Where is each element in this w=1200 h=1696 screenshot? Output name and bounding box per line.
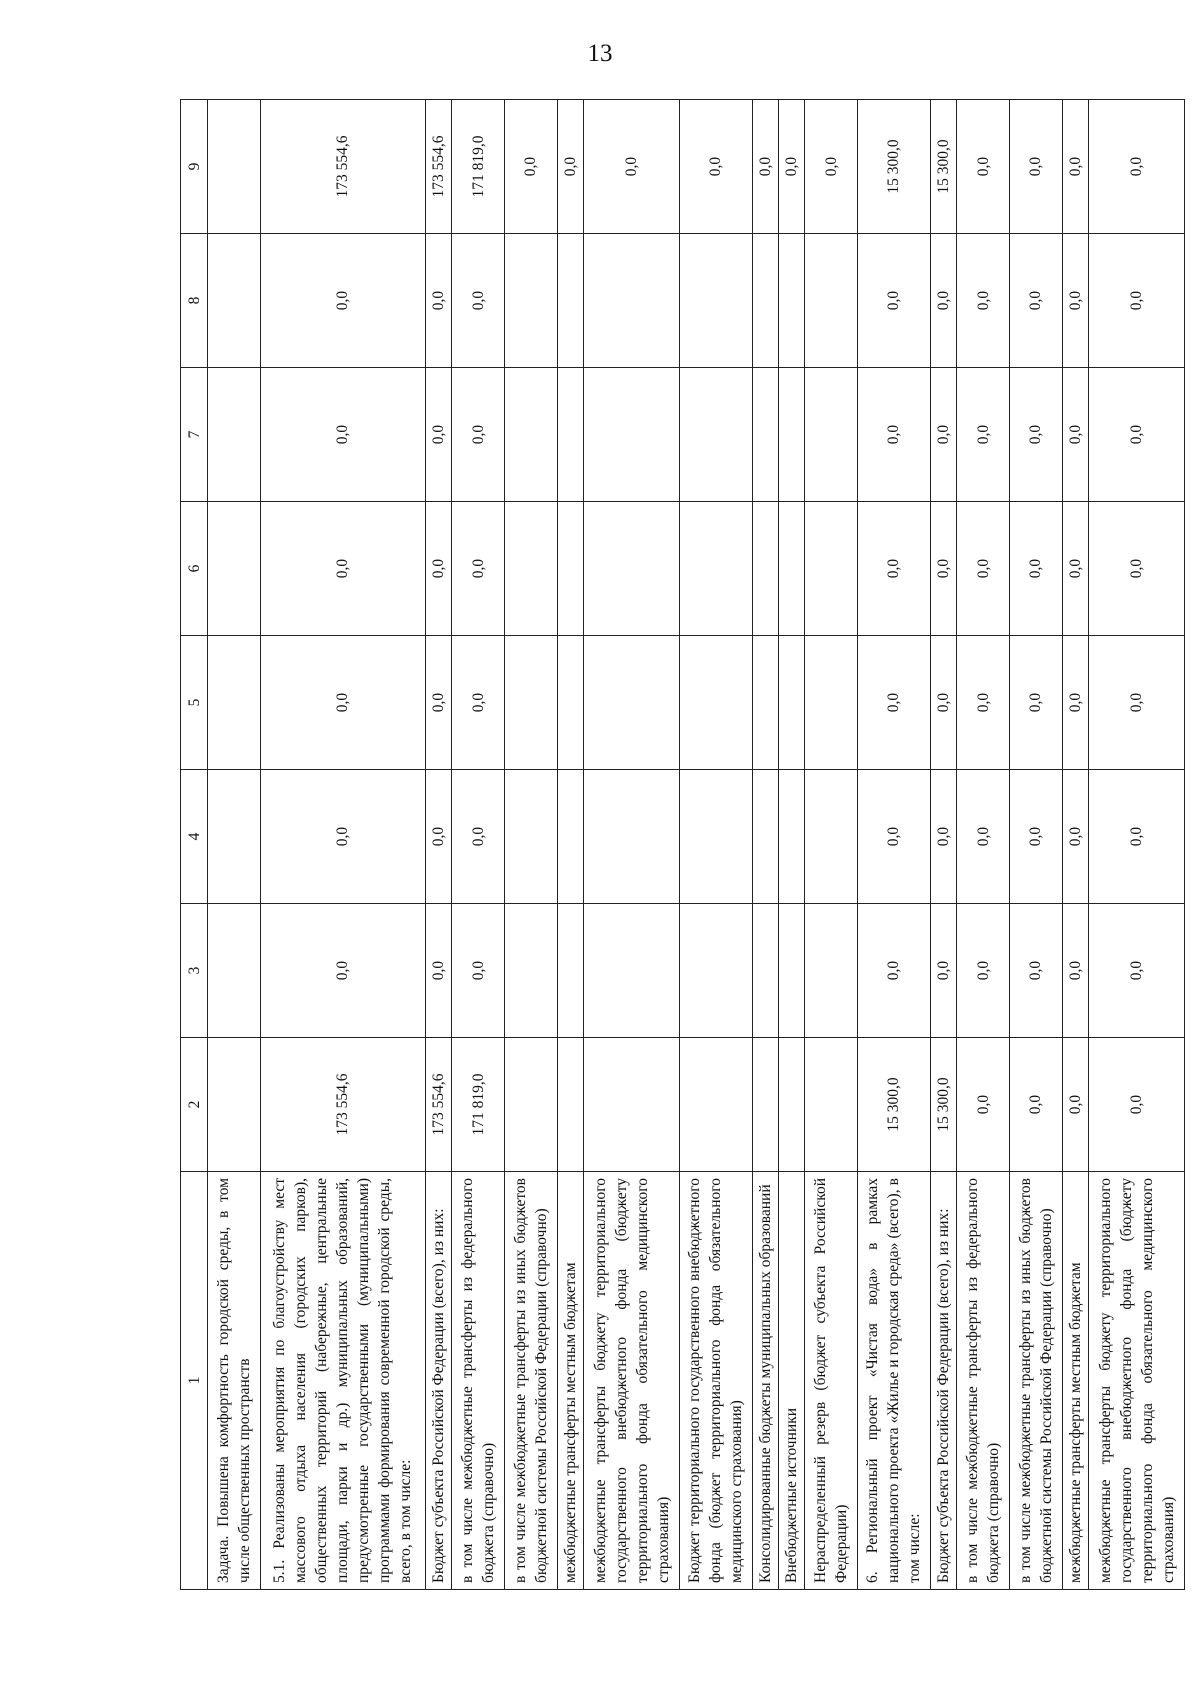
row-label: 5.1. Реализованы мероприятия по благоустройству мест массового отдыха населения (городских парков), общественных территорий (набережные, центральные площади, парки и др.) муниципальных образований, предусмотренные государственными (муниципальными) программами формирования современной городской среды, всего, в том числе: <box>260 1172 425 1590</box>
value-cell <box>778 904 804 1038</box>
value-cell <box>752 234 778 368</box>
table-row <box>260 100 425 1590</box>
column-header: 5 <box>181 636 208 770</box>
value-cell <box>557 904 583 1038</box>
row-label: Бюджет территориального государственного внебюджетного фонда (бюджет территориального фонда обязательного медицинского страхования) <box>679 1172 752 1590</box>
value-cell <box>505 636 558 770</box>
table-row <box>957 100 1010 1590</box>
value-cell <box>778 234 804 368</box>
table-row <box>452 100 505 1590</box>
value-cell <box>557 368 583 502</box>
value-cell <box>505 234 558 368</box>
table-row <box>557 100 583 1590</box>
value-cell: 0,0 <box>1009 100 1062 234</box>
value-cell <box>679 770 752 904</box>
value-cell: 0,0 <box>260 234 425 368</box>
value-cell <box>805 368 858 502</box>
value-cell <box>505 502 558 636</box>
value-cell <box>679 368 752 502</box>
value-cell: 0,0 <box>1062 904 1088 1038</box>
budget-table <box>180 99 1185 1590</box>
table-row <box>930 100 956 1590</box>
value-cell: 15 300,0 <box>858 1038 931 1172</box>
column-header: 6 <box>181 502 208 636</box>
column-header: 2 <box>181 1038 208 1172</box>
value-cell <box>505 770 558 904</box>
value-cell: 0,0 <box>957 904 1010 1038</box>
value-cell: 15 300,0 <box>930 1038 956 1172</box>
value-cell: 0,0 <box>425 234 451 368</box>
row-label: межбюджетные трансферты местным бюджетам <box>557 1172 583 1590</box>
value-cell: 0,0 <box>805 100 858 234</box>
value-cell <box>679 904 752 1038</box>
value-cell: 0,0 <box>1062 502 1088 636</box>
value-cell: 0,0 <box>452 234 505 368</box>
table-row <box>208 100 261 1590</box>
row-label: Бюджет субъекта Российской Федерации (всего), из них: <box>930 1172 956 1590</box>
value-cell <box>805 1038 858 1172</box>
value-cell: 0,0 <box>1062 770 1088 904</box>
value-cell: 0,0 <box>957 1038 1010 1172</box>
value-cell: 0,0 <box>1009 502 1062 636</box>
table-row <box>1062 100 1088 1590</box>
value-cell: 0,0 <box>930 368 956 502</box>
value-cell: 0,0 <box>1089 100 1185 234</box>
value-cell: 0,0 <box>930 904 956 1038</box>
table-row <box>1089 100 1185 1590</box>
value-cell <box>505 904 558 1038</box>
value-cell: 0,0 <box>1009 1038 1062 1172</box>
table-row <box>425 100 451 1590</box>
value-cell <box>778 502 804 636</box>
table-row <box>584 100 680 1590</box>
value-cell: 0,0 <box>858 234 931 368</box>
value-cell <box>584 1038 680 1172</box>
row-label: в том числе межбюджетные трансферты из иных бюджетов бюджетной системы Российской Федерации (справочно) <box>1009 1172 1062 1590</box>
value-cell <box>557 502 583 636</box>
value-cell <box>557 636 583 770</box>
value-cell: 0,0 <box>260 904 425 1038</box>
value-cell: 0,0 <box>858 904 931 1038</box>
value-cell <box>778 770 804 904</box>
value-cell: 0,0 <box>1009 770 1062 904</box>
value-cell: 0,0 <box>557 100 583 234</box>
value-cell: 0,0 <box>1089 234 1185 368</box>
row-label: в том числе межбюджетные трансферты из федерального бюджета (справочно) <box>957 1172 1010 1590</box>
value-cell <box>679 234 752 368</box>
value-cell: 0,0 <box>1009 904 1062 1038</box>
rotated-table-container <box>180 100 1185 1590</box>
value-cell <box>584 502 680 636</box>
table-body <box>208 100 1185 1590</box>
value-cell: 173 554,6 <box>425 1038 451 1172</box>
value-cell <box>208 636 261 770</box>
row-label: межбюджетные трансферты бюджету территориального государственного внебюджетного фонда (бюджету территориального фонда обязательного медицинского страхования) <box>584 1172 680 1590</box>
value-cell: 171 819,0 <box>452 100 505 234</box>
value-cell: 0,0 <box>1062 368 1088 502</box>
value-cell: 0,0 <box>425 770 451 904</box>
value-cell <box>679 1038 752 1172</box>
value-cell <box>679 502 752 636</box>
row-label: в том числе межбюджетные трансферты из федерального бюджета (справочно) <box>452 1172 505 1590</box>
row-label: 6. Региональный проект «Чистая вода» в рамках национального проекта «Жилье и городская среда» (всего), в том числе: <box>858 1172 931 1590</box>
value-cell <box>208 502 261 636</box>
value-cell <box>752 770 778 904</box>
value-cell: 15 300,0 <box>930 100 956 234</box>
value-cell <box>557 234 583 368</box>
value-cell <box>805 904 858 1038</box>
table-row <box>679 100 752 1590</box>
column-header: 4 <box>181 770 208 904</box>
value-cell: 0,0 <box>452 636 505 770</box>
value-cell <box>805 770 858 904</box>
row-label: межбюджетные трансферты местным бюджетам <box>1062 1172 1088 1590</box>
value-cell <box>805 502 858 636</box>
value-cell: 0,0 <box>858 770 931 904</box>
table-row <box>858 100 931 1590</box>
value-cell: 0,0 <box>1089 636 1185 770</box>
value-cell: 0,0 <box>1009 636 1062 770</box>
value-cell: 0,0 <box>930 234 956 368</box>
value-cell: 0,0 <box>425 368 451 502</box>
value-cell <box>752 1038 778 1172</box>
value-cell: 0,0 <box>452 770 505 904</box>
value-cell: 0,0 <box>260 770 425 904</box>
value-cell <box>584 770 680 904</box>
value-cell: 0,0 <box>930 636 956 770</box>
value-cell <box>557 1038 583 1172</box>
value-cell: 173 554,6 <box>260 1038 425 1172</box>
value-cell: 0,0 <box>452 502 505 636</box>
value-cell: 173 554,6 <box>260 100 425 234</box>
value-cell: 0,0 <box>858 368 931 502</box>
value-cell <box>584 368 680 502</box>
row-label: Задача. Повышена комфортность городской среды, в том числе общественных пространств <box>208 1172 261 1590</box>
table-row <box>805 100 858 1590</box>
value-cell: 0,0 <box>1062 636 1088 770</box>
column-header: 8 <box>181 234 208 368</box>
row-label: в том числе межбюджетные трансферты из иных бюджетов бюджетной системы Российской Федерации (справочно) <box>505 1172 558 1590</box>
value-cell: 171 819,0 <box>452 1038 505 1172</box>
value-cell: 0,0 <box>930 502 956 636</box>
value-cell: 0,0 <box>505 100 558 234</box>
page-number: 13 <box>587 40 613 67</box>
value-cell <box>584 234 680 368</box>
table-row <box>505 100 558 1590</box>
value-cell: 0,0 <box>260 368 425 502</box>
value-cell: 0,0 <box>1062 100 1088 234</box>
value-cell: 0,0 <box>679 100 752 234</box>
value-cell <box>505 368 558 502</box>
value-cell <box>805 636 858 770</box>
row-label: межбюджетные трансферты бюджету территориального государственного внебюджетного фонда (бюджету территориального фонда обязательного медицинского страхования) <box>1089 1172 1185 1590</box>
value-cell: 0,0 <box>1089 770 1185 904</box>
value-cell <box>208 1038 261 1172</box>
value-cell <box>584 904 680 1038</box>
value-cell <box>778 368 804 502</box>
value-cell <box>752 368 778 502</box>
column-header: 1 <box>181 1172 208 1590</box>
column-header: 3 <box>181 904 208 1038</box>
value-cell: 0,0 <box>425 904 451 1038</box>
value-cell <box>557 770 583 904</box>
table-row <box>752 100 778 1590</box>
value-cell <box>208 368 261 502</box>
value-cell: 0,0 <box>1062 234 1088 368</box>
value-cell <box>679 636 752 770</box>
value-cell: 173 554,6 <box>425 100 451 234</box>
value-cell <box>778 1038 804 1172</box>
row-label: Консолидированные бюджеты муниципальных образований <box>752 1172 778 1590</box>
value-cell: 0,0 <box>930 770 956 904</box>
value-cell: 0,0 <box>778 100 804 234</box>
value-cell: 0,0 <box>1062 1038 1088 1172</box>
value-cell <box>208 100 261 234</box>
value-cell: 0,0 <box>1089 1038 1185 1172</box>
value-cell: 0,0 <box>452 368 505 502</box>
value-cell: 0,0 <box>858 502 931 636</box>
value-cell: 0,0 <box>957 234 1010 368</box>
row-label: Внебюджетные источники <box>778 1172 804 1590</box>
value-cell: 0,0 <box>584 100 680 234</box>
row-label: Нераспределенный резерв (бюджет субъекта Российской Федерации) <box>805 1172 858 1590</box>
value-cell: 0,0 <box>858 636 931 770</box>
value-cell <box>752 636 778 770</box>
value-cell: 0,0 <box>1089 502 1185 636</box>
value-cell: 0,0 <box>425 636 451 770</box>
value-cell: 0,0 <box>452 904 505 1038</box>
value-cell <box>752 904 778 1038</box>
value-cell: 15 300,0 <box>858 100 931 234</box>
value-cell: 0,0 <box>752 100 778 234</box>
column-header: 9 <box>181 100 208 234</box>
value-cell: 0,0 <box>957 100 1010 234</box>
value-cell <box>208 904 261 1038</box>
table-row <box>778 100 804 1590</box>
value-cell: 0,0 <box>957 368 1010 502</box>
value-cell: 0,0 <box>425 502 451 636</box>
value-cell: 0,0 <box>1009 368 1062 502</box>
value-cell: 0,0 <box>260 636 425 770</box>
value-cell: 0,0 <box>260 502 425 636</box>
value-cell <box>778 636 804 770</box>
value-cell: 0,0 <box>1089 904 1185 1038</box>
value-cell: 0,0 <box>957 636 1010 770</box>
value-cell: 0,0 <box>957 770 1010 904</box>
row-label: Бюджет субъекта Российской Федерации (всего), из них: <box>425 1172 451 1590</box>
value-cell <box>805 234 858 368</box>
value-cell <box>752 502 778 636</box>
value-cell <box>208 770 261 904</box>
value-cell: 0,0 <box>957 502 1010 636</box>
value-cell <box>505 1038 558 1172</box>
value-cell <box>584 636 680 770</box>
value-cell <box>208 234 261 368</box>
column-header: 7 <box>181 368 208 502</box>
table-row <box>1009 100 1062 1590</box>
value-cell: 0,0 <box>1009 234 1062 368</box>
value-cell: 0,0 <box>1089 368 1185 502</box>
header-row <box>181 100 208 1590</box>
